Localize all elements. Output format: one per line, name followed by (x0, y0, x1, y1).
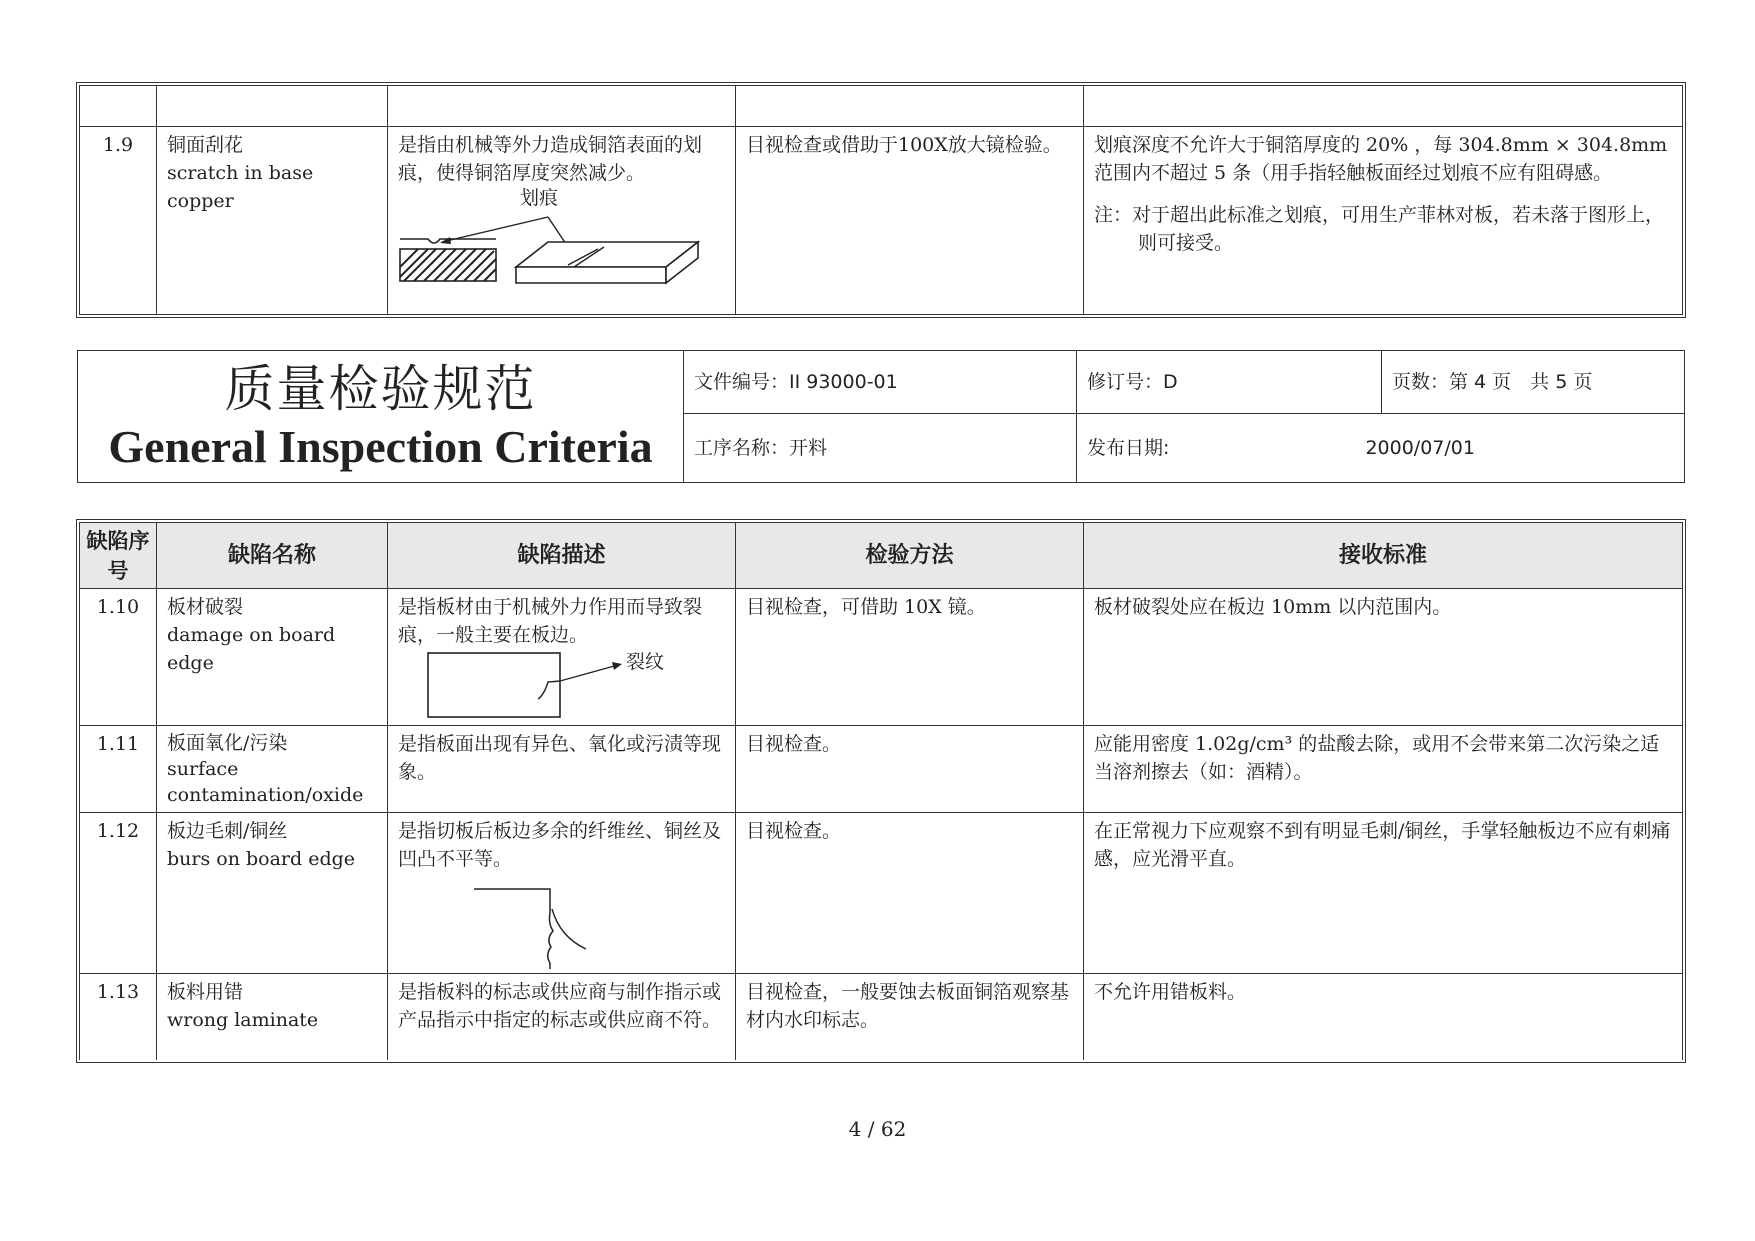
defect-name-cn: 板料用错 (167, 981, 244, 1003)
continued-defect-table (79, 85, 1683, 315)
burr-figure (398, 873, 725, 969)
defect-table (79, 522, 1683, 1060)
column-header-method: 检验方法 (736, 523, 1084, 589)
defect-description: 是指板面出现有异色、氧化或污渍等现象。 (388, 726, 736, 813)
inspection-method: 目视检查，一般要蚀去板面铜箔观察基材内水印标志。 (736, 974, 1084, 1060)
column-header-criteria: 接收标准 (1084, 523, 1683, 589)
inspection-method: 目视检查，可借助 10X 镜。 (736, 589, 1084, 726)
cell-blank (736, 86, 1084, 127)
acceptance-criteria (1084, 127, 1683, 315)
criteria-text: 划痕深度不允许大于铜箔厚度的 20% ，每 304.8mm × 304.8mm 范围内不超过 5 条（用手指轻触板面经过划痕不应有阻碍感。 (1094, 134, 1668, 184)
doc-number: 文件编号：II 93000-01 (684, 351, 1077, 414)
defect-number: 1.11 (80, 726, 157, 813)
defect-name-cn: 板材破裂 (167, 596, 244, 618)
inspection-method: 目视检查。 (736, 813, 1084, 974)
defect-name (157, 813, 388, 974)
defect-description: 是指板料的标志或供应商与制作指示或产品指示中指定的标志或供应商不符。 (388, 974, 736, 1060)
release-label: 发布日期: (1087, 437, 1170, 459)
defect-number: 1.12 (80, 813, 157, 974)
page-number: 4 / 62 (848, 1117, 907, 1141)
release-date: 2000/07/01 (1365, 437, 1475, 459)
defect-name-en: burs on board edge (167, 848, 356, 870)
acceptance-criteria: 板材破裂处应在板边 10mm 以内范围内。 (1084, 589, 1683, 726)
acceptance-criteria: 不允许用错板料。 (1084, 974, 1683, 1060)
acceptance-criteria: 应能用密度 1.02g/cm³ 的盐酸去除，或用不会带来第二次污染之适当溶剂擦去（如：酒精）。 (1084, 726, 1683, 813)
defect-name-en: surface contamination/oxide (167, 758, 364, 806)
defect-name-cn: 板面氧化/污染 (167, 732, 288, 754)
process-name: 工序名称：开料 (684, 414, 1077, 483)
defect-description (388, 127, 736, 315)
defect-name-en: damage on board edge (167, 624, 336, 674)
table-row-blank (80, 86, 1683, 127)
cell-blank (80, 86, 157, 127)
table-row (80, 726, 1683, 813)
defect-name-en: scratch in base copper (167, 162, 314, 212)
cell-blank (157, 86, 388, 127)
defect-name-en: wrong laminate (167, 1009, 319, 1031)
defect-number: 1.10 (80, 589, 157, 726)
revision: 修订号：D (1077, 351, 1382, 414)
cell-blank (388, 86, 736, 127)
criteria-note: 注：对于超出此标准之划痕，可用生产菲林对板，若未落于图形上，则可接受。 (1094, 204, 1665, 254)
description-text: 是指板材由于机械外力作用而导致裂痕，一般主要在板边。 (398, 596, 703, 646)
description-text: 是指切板后板边多余的纤维丝、铜丝及凹凸不平等。 (398, 820, 722, 870)
crack-figure (398, 649, 725, 719)
column-header-description: 缺陷描述 (388, 523, 736, 589)
document-title (78, 351, 684, 483)
column-header-name: 缺陷名称 (157, 523, 388, 589)
page-count: 页数：第 4 页 共 5 页 (1382, 351, 1685, 414)
column-header-no: 缺陷序号 (80, 523, 157, 589)
table-row (80, 589, 1683, 726)
title-en: General Inspection Criteria (108, 420, 653, 472)
defect-description (388, 813, 736, 974)
defect-name (157, 589, 388, 726)
defect-name-cn: 板边毛刺/铜丝 (167, 820, 288, 842)
document-header (77, 350, 1685, 483)
cell-blank (1084, 86, 1683, 127)
scratch-figure (398, 187, 725, 287)
defect-name (157, 127, 388, 315)
defect-description (388, 589, 736, 726)
table-row (80, 813, 1683, 974)
figure-label: 划痕 (520, 187, 559, 209)
inspection-method: 目视检查或借助于100X放大镜检验。 (736, 127, 1084, 315)
defect-name (157, 974, 388, 1060)
defect-name-cn: 铜面刮花 (167, 134, 244, 156)
description-text: 是指由机械等外力造成铜箔表面的划痕，使得铜箔厚度突然减少。 (398, 134, 703, 184)
acceptance-criteria: 在正常视力下应观察不到有明显毛刺/铜丝，手掌轻触板边不应有刺痛感，应光滑平直。 (1084, 813, 1683, 974)
title-cn: 质量检验规范 (224, 359, 537, 418)
inspection-method: 目视检查。 (736, 726, 1084, 813)
release-date-cell (1077, 414, 1685, 483)
defect-number: 1.13 (80, 974, 157, 1060)
figure-label: 裂纹 (626, 651, 665, 673)
table-row (80, 974, 1683, 1060)
table-row (80, 127, 1683, 315)
defect-number: 1.9 (80, 127, 157, 315)
defect-name (157, 726, 388, 813)
